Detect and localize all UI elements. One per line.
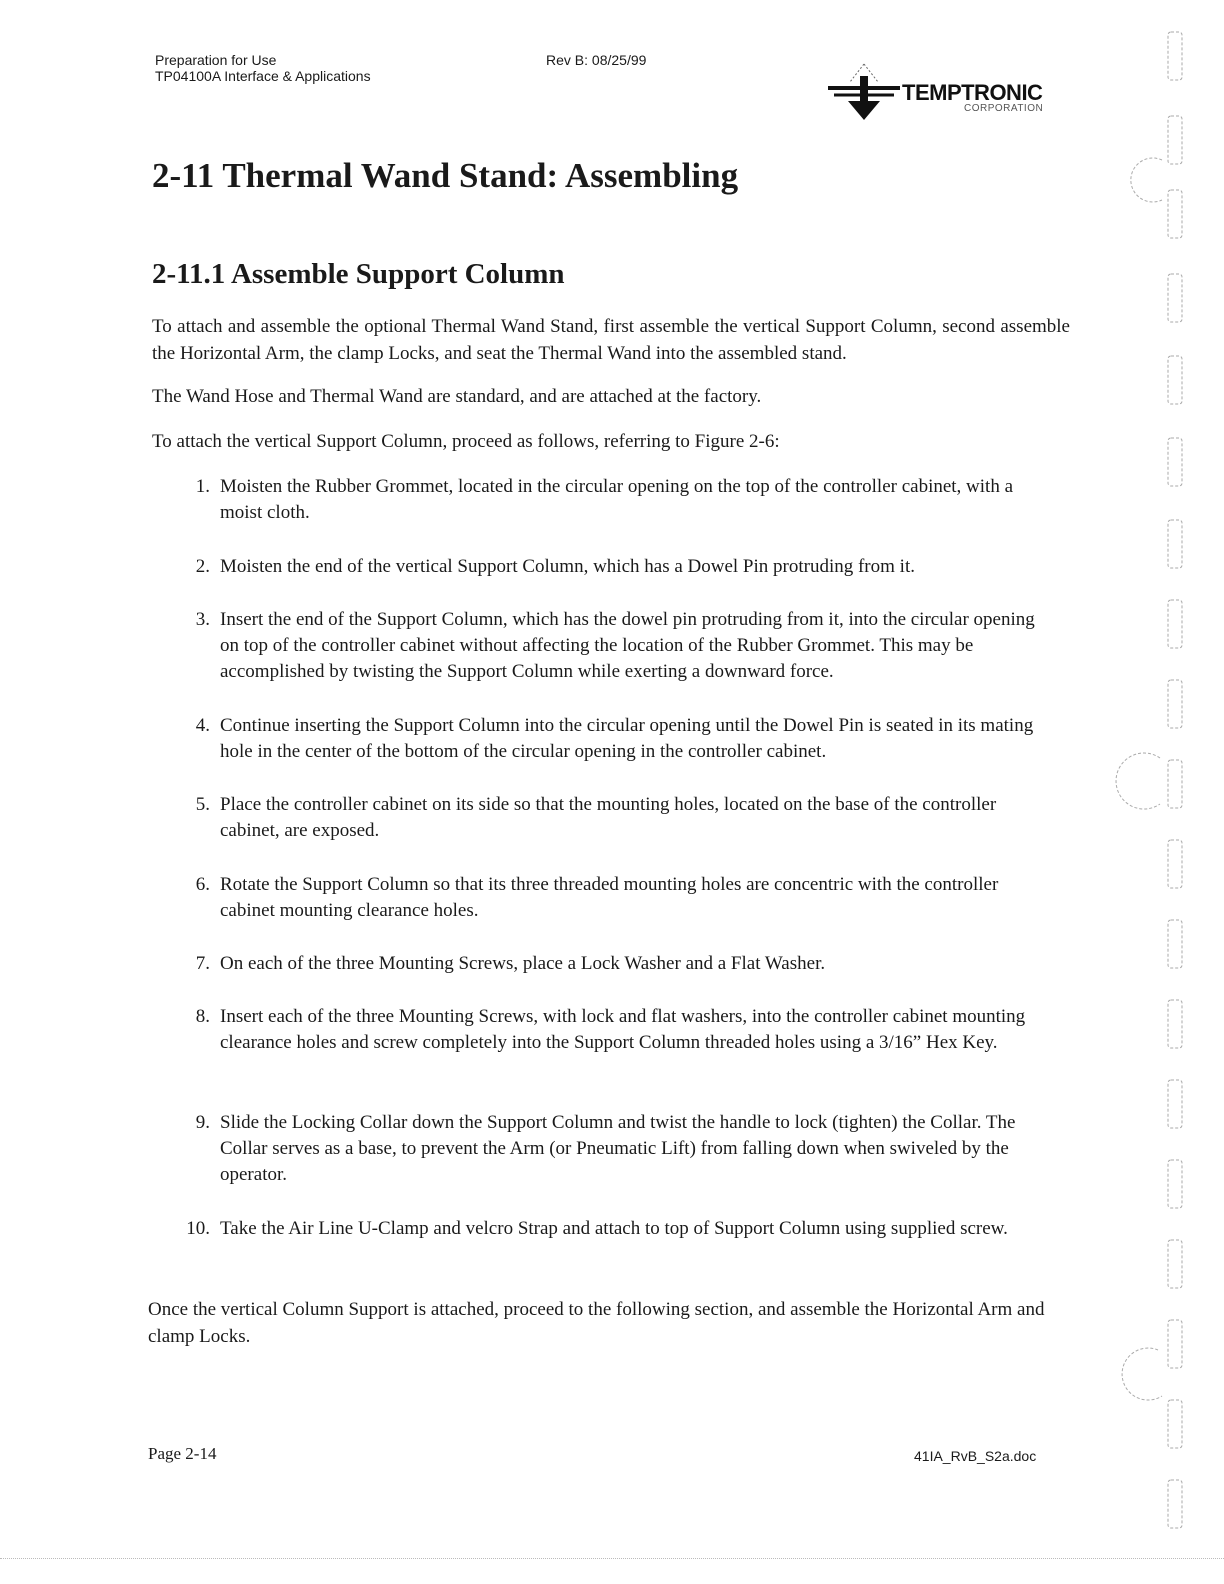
logo-mark-icon xyxy=(824,62,904,124)
step-item xyxy=(180,1004,1050,1056)
step-text: Slide the Locking Collar down the Support Column and twist the handle to lock (tighten) the Collar. The Collar serves as a base, to prevent the Arm (or Pneumatic Lift) from falling down when swiveled by the operator. xyxy=(220,1112,1016,1185)
step-text: Moisten the end of the vertical Support Column, which has a Dowel Pin protruding from it. xyxy=(220,556,915,577)
closing-paragraph: Once the vertical Column Support is attached, proceed to the following section, and assemble the Horizontal Arm and clamp Locks. xyxy=(148,1299,1045,1347)
header-revision: Rev B: 08/25/99 xyxy=(546,52,647,68)
step-number: 2. xyxy=(195,556,210,577)
subsection-title: 2-11.1 Assemble Support Column xyxy=(152,258,565,290)
step-number: 6. xyxy=(195,874,210,895)
intro-paragraph-2: The Wand Hose and Thermal Wand are standard, and are attached at the factory. xyxy=(152,386,762,407)
step-text: Continue inserting the Support Column into the circular opening until the Dowel Pin is seated in its mating hole in the center of the bottom of the circular opening in the controller cabinet. xyxy=(220,715,1034,762)
step-text: Rotate the Support Column so that its three threaded mounting holes are concentric with the controller cabinet mounting clearance holes. xyxy=(220,874,999,921)
step-item xyxy=(180,554,1050,580)
step-number: 8. xyxy=(195,1006,210,1027)
step-text: Take the Air Line U-Clamp and velcro Strap and attach to top of Support Column using supplied screw. xyxy=(220,1218,1008,1239)
step-item xyxy=(180,872,1050,924)
step-item xyxy=(180,1216,1050,1242)
intro-paragraph-3: To attach the vertical Support Column, proceed as follows, referring to Figure 2-6: xyxy=(152,431,780,452)
logo-subtitle: CORPORATION xyxy=(964,103,1044,114)
section-title: 2-11 Thermal Wand Stand: Assembling xyxy=(152,156,739,195)
step-text: Insert the end of the Support Column, which has the dowel pin protruding from it, into the circular opening on top of the controller cabinet without affecting the location of the Rubber Grommet. This may be accomplished by twisting the Support Column while exerting a downward force. xyxy=(220,609,1035,682)
file-name: 41IA_RvB_S2a.doc xyxy=(914,1448,1037,1464)
step-text: Place the controller cabinet on its side so that the mounting holes, located on the base of the controller cabinet, are exposed. xyxy=(220,794,997,841)
step-text: Moisten the Rubber Grommet, located in the circular opening on the top of the controller cabinet, with a moist cloth. xyxy=(220,476,1014,523)
page-number: Page 2-14 xyxy=(148,1444,217,1463)
step-item xyxy=(180,713,1050,765)
step-number: 3. xyxy=(195,609,210,630)
step-number: 5. xyxy=(195,794,210,815)
step-item xyxy=(180,792,1050,844)
header-doc-id: TP04100A Interface & Applications xyxy=(155,68,371,84)
step-number: 1. xyxy=(195,476,210,497)
step-item xyxy=(180,1110,1050,1188)
scan-edge-line xyxy=(0,1558,1224,1559)
step-text: Insert each of the three Mounting Screws, with lock and flat washers, into the controller cabinet mounting clearance holes and screw completely into the Support Column threaded holes using a 3/16” Hex Key. xyxy=(220,1006,1026,1053)
step-number: 9. xyxy=(195,1112,210,1133)
step-number: 10. xyxy=(186,1218,210,1239)
step-item xyxy=(180,607,1050,685)
intro-paragraph-1: To attach and assemble the optional Thermal Wand Stand, first assemble the vertical Support Column, second assemble the Horizontal Arm, the clamp Locks, and seat the Thermal Wand into the assembled stand. xyxy=(152,316,1070,364)
step-number: 4. xyxy=(195,715,210,736)
step-number: 7. xyxy=(195,953,210,974)
company-logo xyxy=(824,62,1064,124)
step-item xyxy=(180,474,1050,526)
binder-holes-decoration xyxy=(1110,20,1200,1560)
running-header xyxy=(155,52,371,84)
header-section: Preparation for Use xyxy=(155,52,277,68)
step-item xyxy=(180,951,1050,977)
logo-name: TEMPTRONIC xyxy=(902,80,1043,105)
step-text: On each of the three Mounting Screws, place a Lock Washer and a Flat Washer. xyxy=(220,953,826,974)
